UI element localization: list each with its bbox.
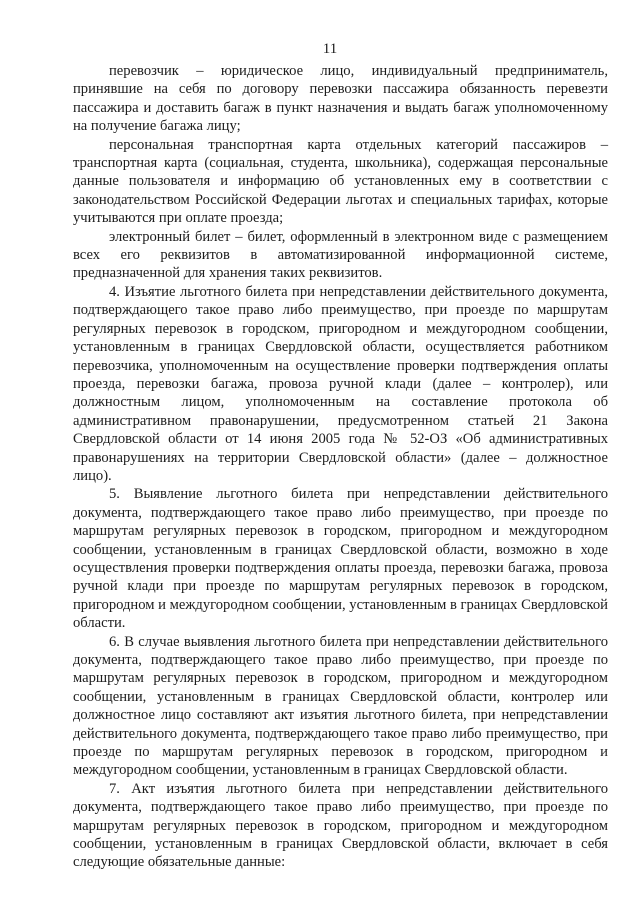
paragraph-item-4: 4. Изъятие льготного билета при непредставлении действительного документа, подтверждающего такое право либо преимущество, при проезде по маршрутам регулярных перевозок в городском, пригородном и междугородном сообщении, установленным в границах Свердловской области, осуществляется работником перевозчика, уполномоченным на осуществление проверки подтверждения оплаты проезда, перевозки багажа, провоза ручной клади (далее – контролер), или должностным лицом, уполномоченным на составление протокола об административном правонарушении, предусмотренном статьей 21 Закона Свердловской области от 14 июня 2005 года № 52-ОЗ «Об административных правонарушениях на территории Свердловской области» (далее – должностное лицо). (73, 283, 608, 484)
paragraph-personal-transport-card-definition: персональная транспортная карта отдельных категорий пассажиров – транспортная карта (социальная, студента, школьника), содержащая персональные данные пользователя и информацию об установленных ему в соответствии с законодательством Российской Федерации льготах и специальных тарифах, которые учитываются при оплате проезда; (73, 136, 608, 227)
page-number: 11 (322, 41, 338, 57)
paragraph-carrier-definition: перевозчик – юридическое лицо, индивидуальный предприниматель, принявшие на себя по договору перевозки пассажира обязанность перевезти пассажира и доставить багаж в пункт назначения и выдать багаж уполномоченному на получение багажа лицу; (73, 63, 608, 135)
document-body (73, 62, 608, 872)
paragraph-item-7: 7. Акт изъятия льготного билета при непредставлении действительного документа, подтверждающего такое право либо преимущество, при проезде по маршрутам регулярных перевозок в городском, пригородном и междугородном сообщении, установленным в границах Свердловской области, включает в себя следующие обязательные данные: (73, 780, 608, 871)
paragraph-electronic-ticket-definition: электронный билет – билет, оформленный в электронном виде с размещением всех его реквизитов в автоматизированной информационной системе, предназначенной для хранения таких реквизитов. (73, 228, 608, 282)
paragraph-item-5: 5. Выявление льготного билета при непредставлении действительного документа, подтверждающего такое право либо преимущество, при проезде по маршрутам регулярных перевозок в городском, пригородном и междугородном сообщении, установленным в границах Свердловской области, возможно в ходе осуществления проверки подтверждения оплаты проезда, перевозки багажа, провоза ручной клади при проезде по маршрутам регулярных перевозок в городском, пригородном и междугородном сообщении, установленным в границах Свердловской области. (73, 486, 608, 632)
paragraph-item-6: 6. В случае выявления льготного билета при непредставлении действительного документа, подтверждающего такое право либо преимущество, при проезде по маршрутам регулярных перевозок в городском, пригородном и междугородном сообщении, установленным в границах Свердловской области, контролер или должностное лицо составляют акт изъятия льготного билета, при непредставлении действительного документа, подтверждающего такое право либо преимущество, при проезде по маршрутам регулярных перевозок в городском, пригородном и междугородном сообщении, установленным в границах Свердловской области. (73, 633, 608, 779)
